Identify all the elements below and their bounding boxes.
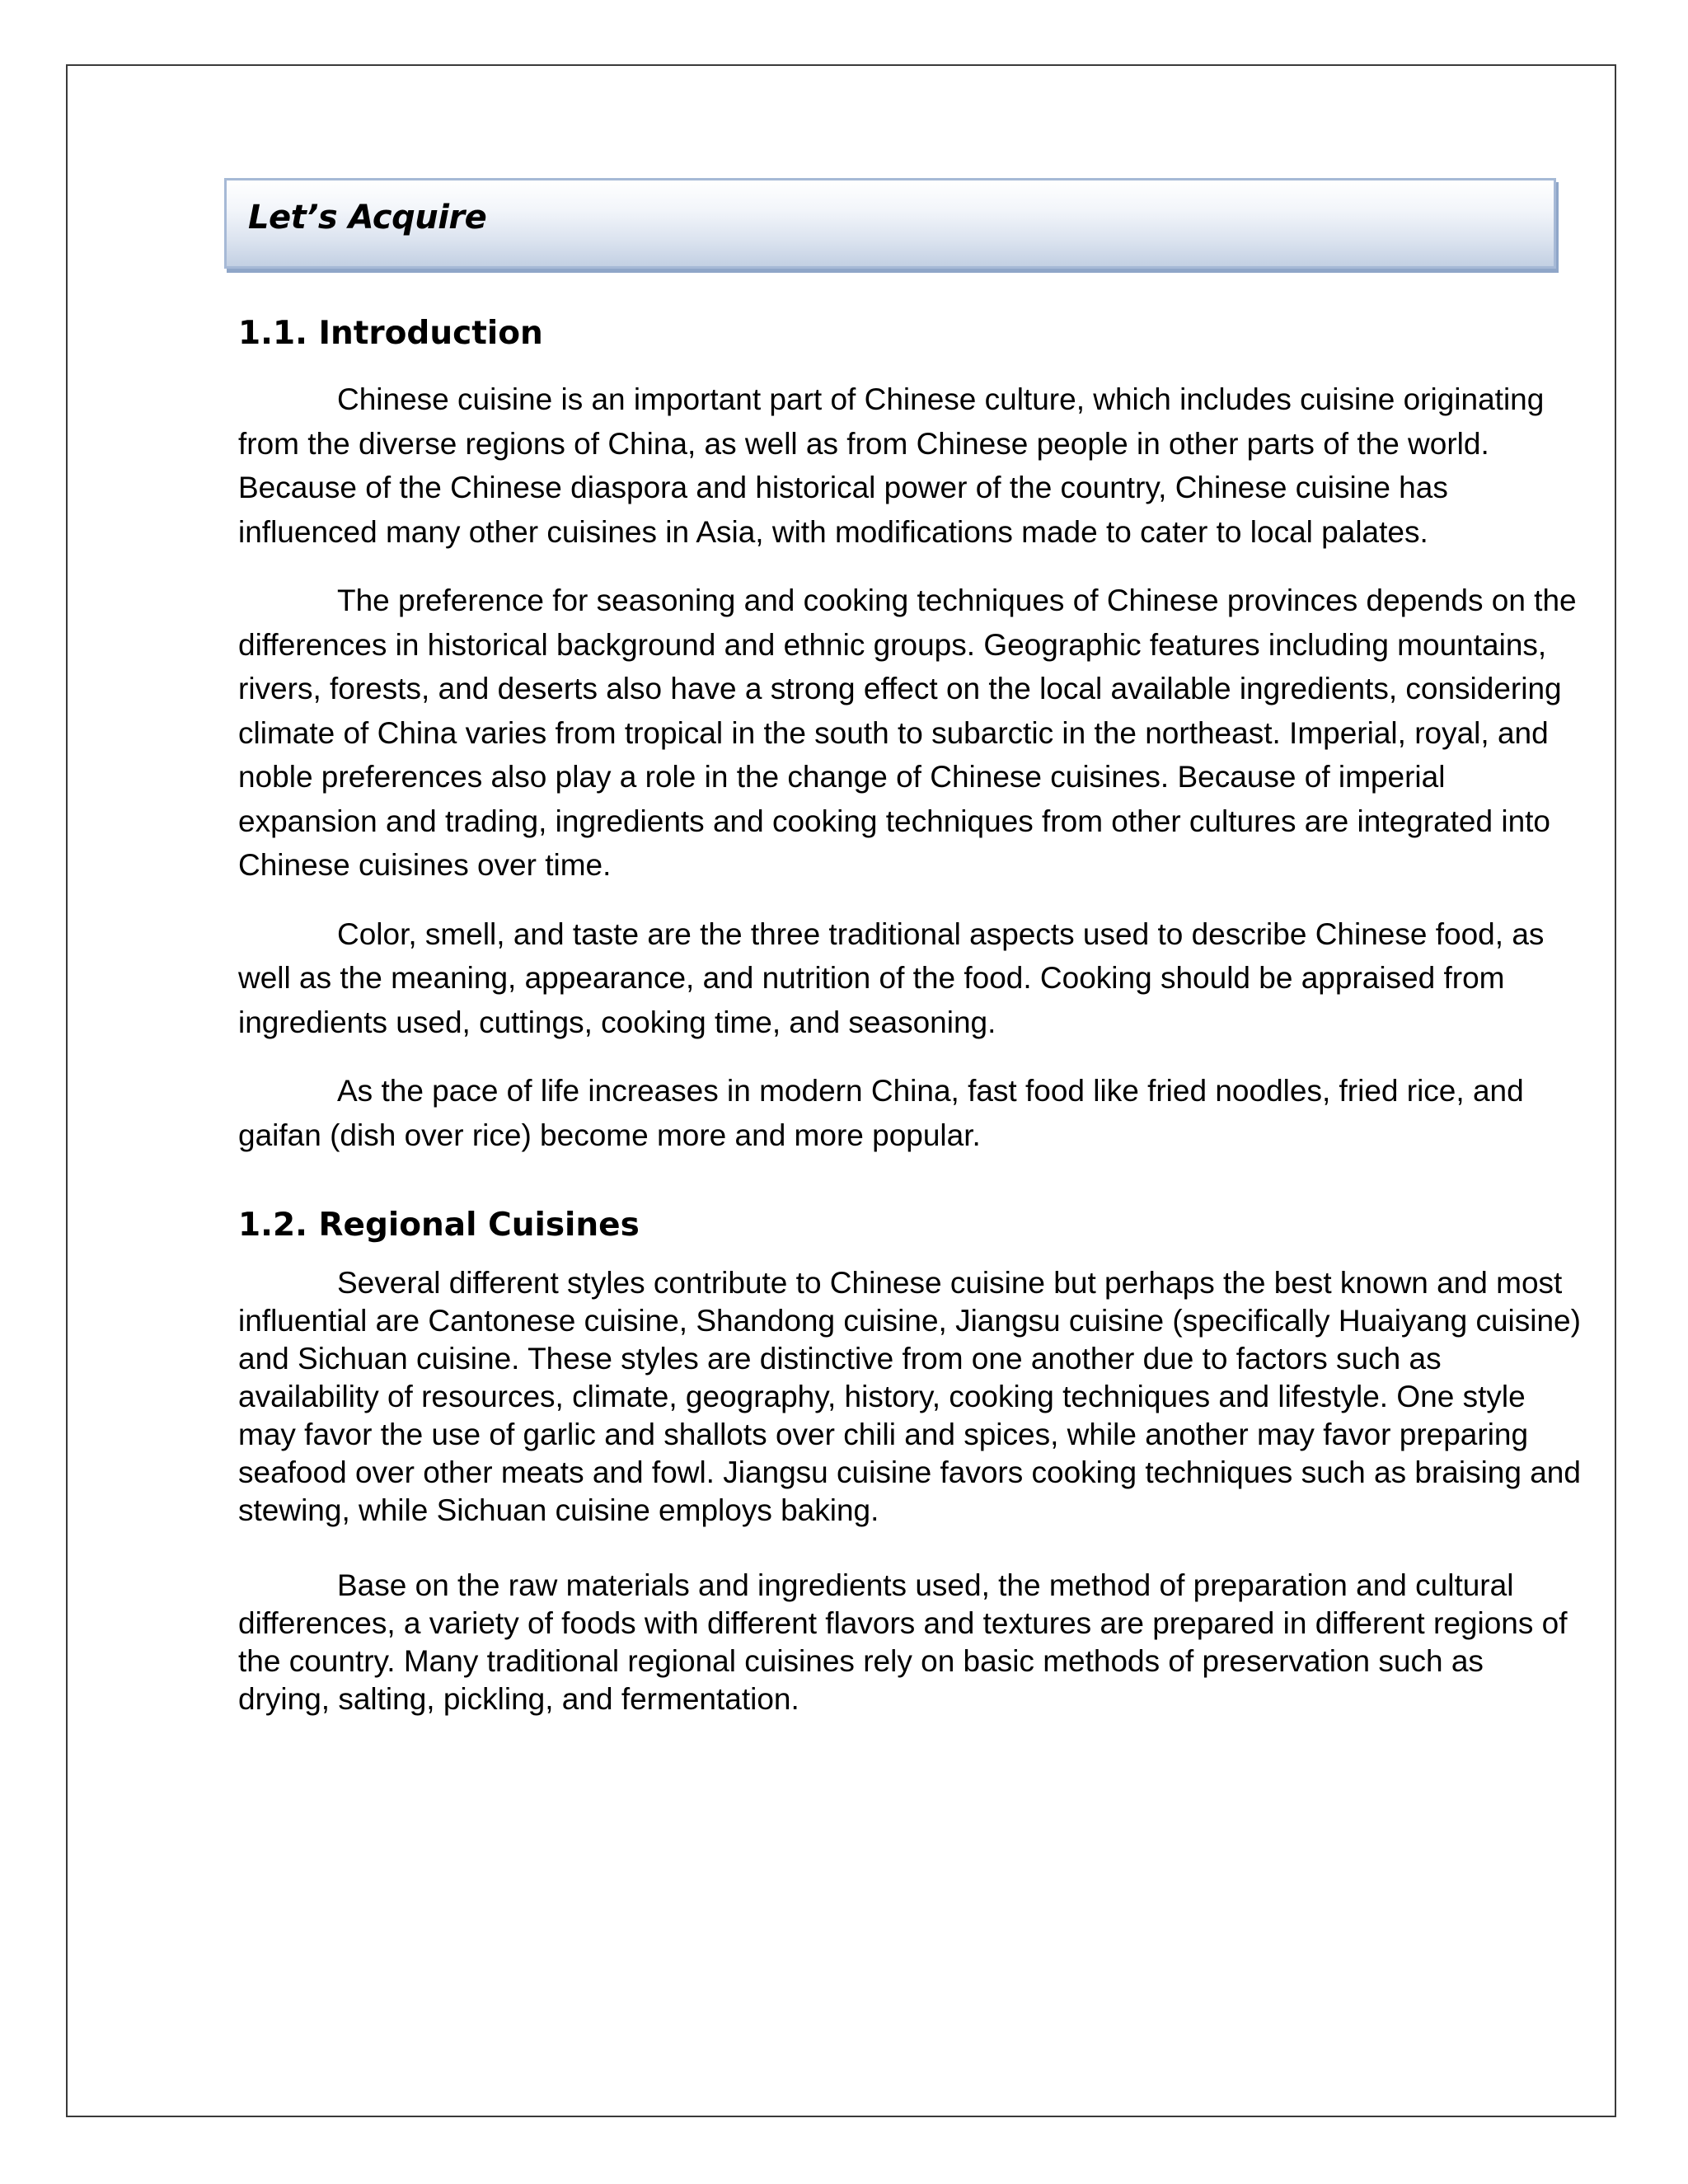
- paragraph: Several different styles contribute to Chinese cuisine but perhaps the best known and most influential are Cantonese cuisine, Shandong cuisine, Jiangsu cuisine (specifically Huaiyang cuisine) and Sichuan cuisine. These styles are distinctive from one another due to factors such as availability of resources, climate, geography, history, cooking techniques and lifestyle. One style may favor the use of garlic and shallots over chili and spices, while another may favor preparing seafood over other meats and fowl. Jiangsu cuisine favors cooking techniques such as braising and stewing, while Sichuan cuisine employs baking.: [238, 1266, 1581, 1527]
- paragraph: Base on the raw materials and ingredients used, the method of preparation and cultural differences, a variety of foods with different flavors and textures are prepared in different regions of the country. Many traditional regional cuisines rely on basic methods of preservation such as drying, salting, pickling, and fermentation.: [238, 1568, 1568, 1716]
- paragraph: The preference for seasoning and cooking techniques of Chinese provinces depends on the differences in historical background and ethnic groups. Geographic features including mountains, rivers, forests, and deserts also have a strong effect on the local available ingredients, considering climate of China varies from tropical in the south to subarctic in the northeast. Imperial, royal, and noble preferences also play a role in the change of Chinese cuisines. Because of imperial expansion and trading, ingredients and cooking techniques from other cultures are integrated into Chinese cuisines over time.: [238, 583, 1577, 882]
- paragraph: Chinese cuisine is an important part of Chinese culture, which includes cuisine originating from the diverse regions of China, as well as from Chinese people in other parts of the world. Because of the Chinese diaspora and historical power of the country, Chinese cuisine has influenced many other cuisines in Asia, with modifications made to cater to local palates.: [238, 382, 1545, 549]
- section-introduction: [238, 313, 1582, 1157]
- section-heading: 1.2. Regional Cuisines: [238, 1207, 640, 1244]
- paragraph: Color, smell, and taste are the three traditional aspects used to describe Chinese food, as well as the meaning, appearance, and nutrition of the food. Cooking should be appraised from ingredients used, cuttings, cooking time, and seasoning.: [238, 916, 1545, 1039]
- lets-acquire-banner: [224, 178, 1556, 269]
- paragraph: As the pace of life increases in modern China, fast food like fried noodles, fried rice, and gaifan (dish over rice) become more and more popular.: [238, 1074, 1524, 1152]
- banner-title: Let’s Acquire: [248, 199, 487, 237]
- document-body: [238, 313, 1582, 1718]
- section-regional-cuisines: [238, 1205, 1582, 1718]
- section-heading: 1.1. Introduction: [238, 315, 543, 352]
